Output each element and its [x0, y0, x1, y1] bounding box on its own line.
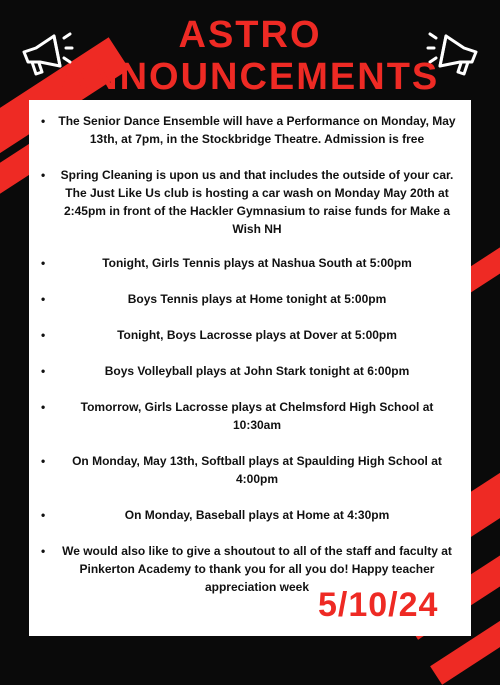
- announcement-text: On Monday, Baseball plays at Home at 4:30pm: [124, 508, 390, 522]
- bullet-icon: •: [41, 168, 46, 182]
- bullet-icon: •: [41, 328, 46, 342]
- bullet-icon: •: [41, 114, 46, 128]
- announcement-date: 5/10/24: [318, 586, 439, 624]
- title-line-2: ANNOUNCEMENTS: [60, 56, 440, 98]
- bullet-icon: •: [41, 256, 46, 270]
- announcement-text: Boys Tennis plays at Home tonight at 5:00pm: [127, 292, 387, 306]
- bullet-icon: •: [41, 292, 46, 306]
- announcement-text: We would also like to give a shoutout to all of the staff and faculty at Pinkerton Academy to thank you for all you do! Happy teacher appreciation week: [62, 544, 452, 594]
- announcement-text: On Monday, May 13th, Softball plays at Spaulding High School at 4:00pm: [72, 454, 442, 486]
- announcement-text: Boys Volleyball plays at John Stark tonight at 6:00pm: [104, 364, 410, 378]
- announcement-text: The Senior Dance Ensemble will have a Performance on Monday, May 13th, at 7pm, in the Stockbridge Theatre. Admission is free: [58, 114, 456, 146]
- announcements-panel: [29, 100, 471, 636]
- bullet-icon: •: [41, 544, 46, 558]
- bullet-icon: •: [41, 364, 46, 378]
- title-line-1: ASTRO: [178, 14, 322, 56]
- bullet-icon: •: [41, 508, 46, 522]
- announcement-text: Tonight, Girls Tennis plays at Nashua South at 5:00pm: [102, 256, 412, 270]
- announcement-text: Tonight, Boys Lacrosse plays at Dover at 5:00pm: [117, 328, 397, 342]
- announcement-text: Tomorrow, Girls Lacrosse plays at Chelmsford High School at 10:30am: [80, 400, 434, 432]
- bullet-icon: •: [41, 400, 46, 414]
- announcement-text: Spring Cleaning is upon us and that includes the outside of your car. The Just Like Us club is hosting a car wash on Monday May 20th at 2:45pm in front of the Hackler Gymnasium to raise funds for Make a Wish NH: [60, 168, 454, 236]
- bullet-icon: •: [41, 454, 46, 468]
